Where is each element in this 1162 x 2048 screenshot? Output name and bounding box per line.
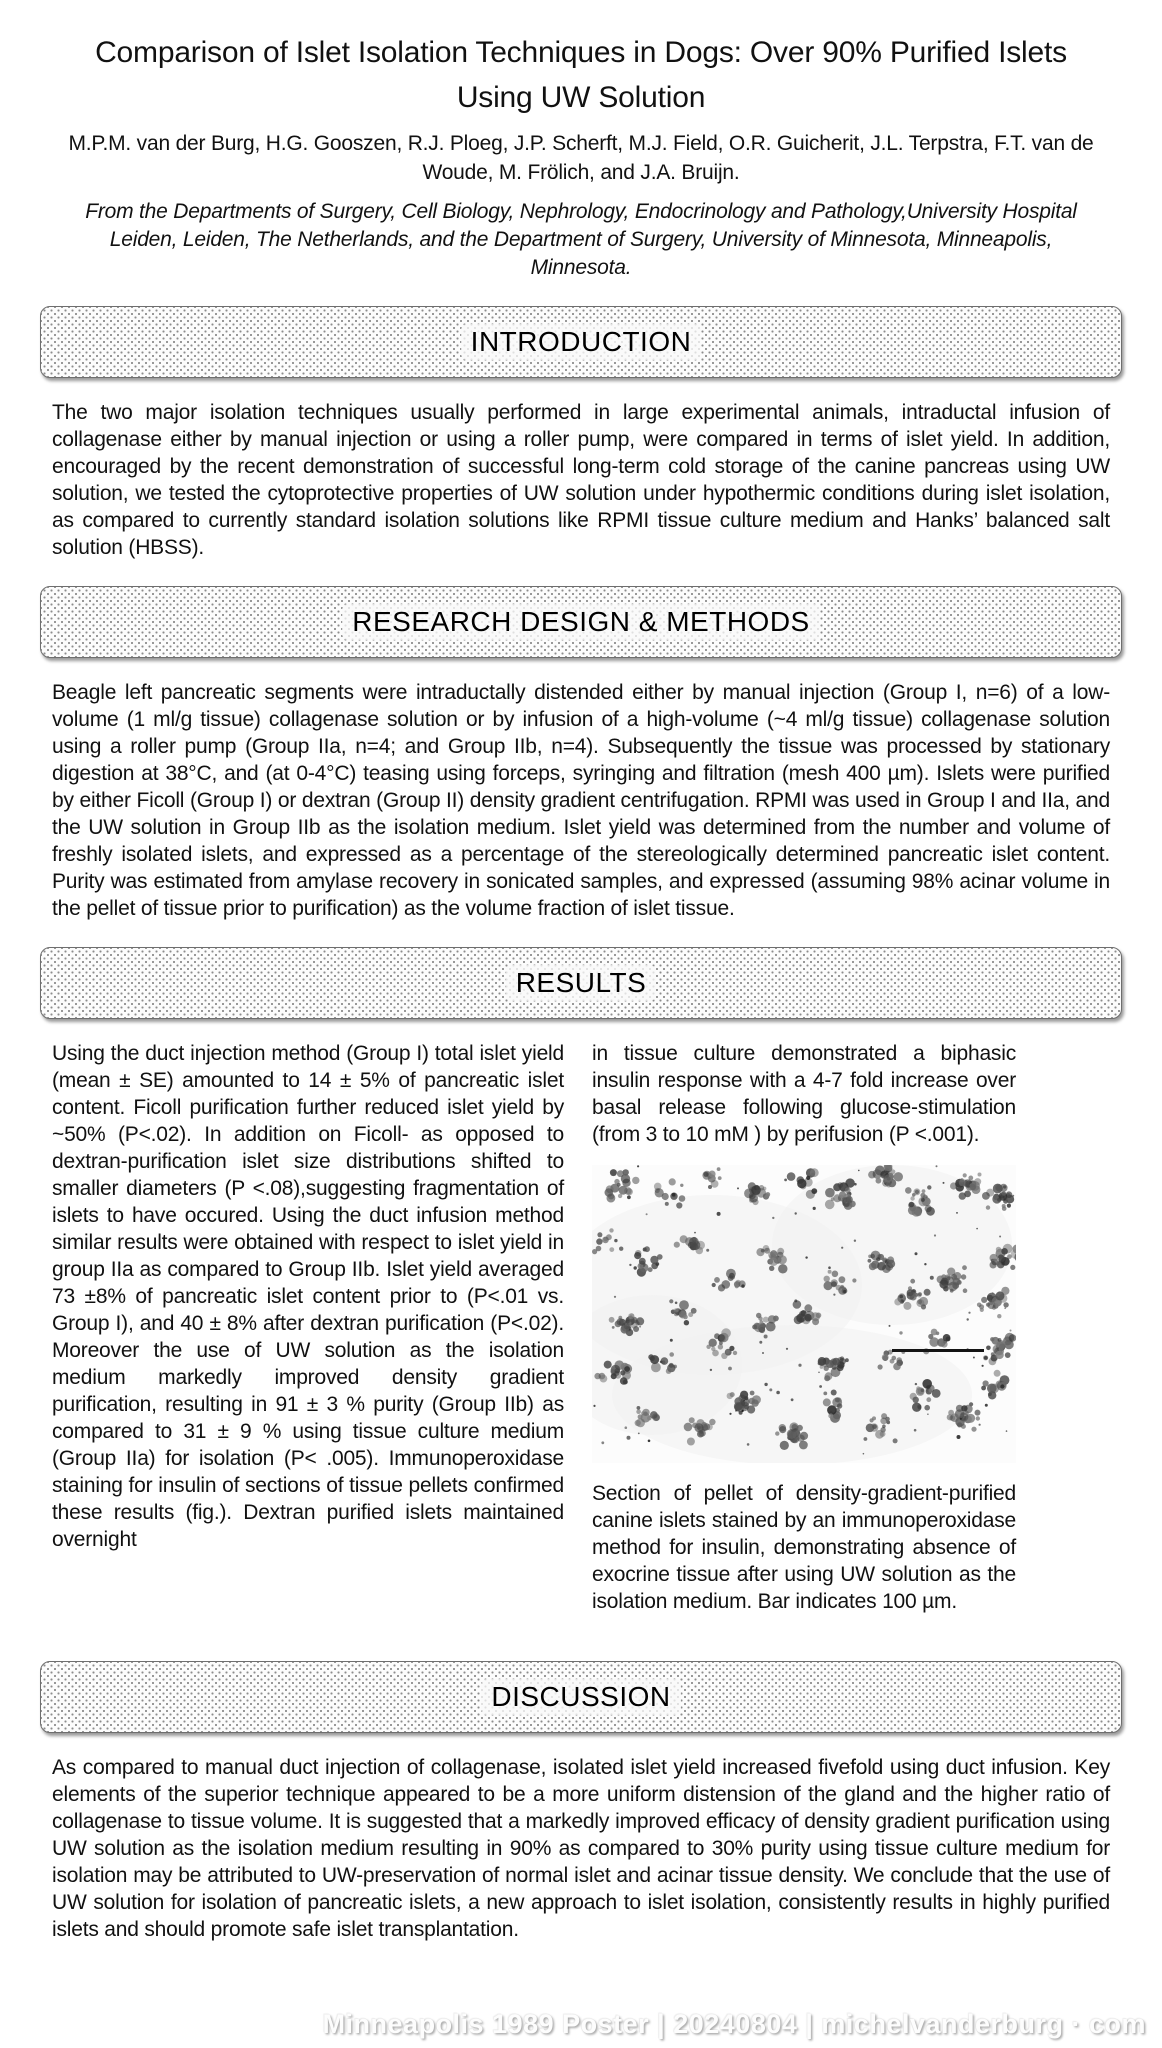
introduction-heading: INTRODUCTION: [461, 324, 702, 360]
results-right-column: [592, 1041, 1016, 1637]
authors-line: M.P.M. van der Burg, H.G. Gooszen, R.J. Ploeg, J.P. Scherft, M.J. Field, O.R. Guicherit, J.L. Terpstra, F.T. van de Woude, M. Frölich, and J.A. Bruijn.: [68, 132, 1094, 184]
discussion-section-box: [40, 1661, 1122, 1733]
results-section-box: [40, 947, 1122, 1019]
results-columns: [52, 1041, 1110, 1637]
methods-paragraph: Beagle left pancreatic segments were intraductally distended either by manual injection (Group I, n=6) of a low-volume (1 ml/g tissue) collagenase solution or by infusion of a high-volume (~4 ml/g tissue) collagenase solution using a roller pump (Group IIa, n=4; and Group IIb, n=4). Subsequently the tissue was processed by stationary digestion at 38°C, and (at 0-4°C) teasing using forceps, syringing and filtration (mesh 400 µm). Islets were purified by either Ficoll (Group I) or dextran (Group II) density gradient centrifugation. RPMI was used in Group I and IIa, and the UW solution in Group IIb as the isolation medium. Islet yield was determined from the number and volume of freshly isolated islets, and expressed as a percentage of the stereologically determined pancreatic islet content. Purity was estimated from amylase recovery in sonicated samples, and expressed (assuming 98% acinar volume in the pellet of tissue prior to purification) as the volume fraction of islet tissue.: [52, 681, 1110, 921]
figure-caption: Section of pellet of density-gradient-purified canine islets stained by an immunoperoxidase method for insulin, demonstrating absence of exocrine tissue after using UW solution as the isolation medium. Bar indicates 100 µm.: [592, 1482, 1016, 1613]
introduction-section-box: [40, 306, 1122, 378]
islet-micrograph: [592, 1165, 1016, 1463]
page-title: Comparison of Islet Isolation Techniques in Dogs: Over 90% Purified Islets Using UW Solution: [95, 36, 1067, 114]
discussion-heading: DISCUSSION: [481, 1679, 680, 1715]
footer-watermark: Minneapolis 1989 Poster | 20240804 | michelvanderburg · com: [322, 2009, 1146, 2039]
affiliation-line: From the Departments of Surgery, Cell Biology, Nephrology, Endocrinology and Pathology,University Hospital Leiden, Leiden, The Netherlands, and the Department of Surgery, University of Minnesota, Minneapolis, Minnesota.: [85, 199, 1077, 280]
methods-heading: RESEARCH DESIGN & METHODS: [342, 604, 819, 640]
results-left-column: [52, 1041, 564, 1637]
results-right-paragraph: in tissue culture demonstrated a biphasic insulin response with a 4-7 fold increase over basal release following glucose-stimulation (from 3 to 10 mM ) by perifusion (P <.001).: [592, 1042, 1016, 1147]
scale-bar: [892, 1349, 984, 1352]
discussion-paragraph: As compared to manual duct injection of collagenase, isolated islet yield increased fivefold using duct infusion. Key elements of the superior technique appeared to be a more uniform distension of the gland and the higher ratio of collagenase to tissue volume. It is suggested that a markedly improved efficacy of density gradient purification using UW solution as the isolation medium resulting in 90% as compared to 30% purity using tissue culture medium for isolation may be attributed to UW-preservation of normal islet and acinar tissue density. We conclude that the use of UW solution for isolation of pancreatic islets, a new approach to islet isolation, consistently results in highly purified islets and should promote safe islet transplantation.: [52, 1755, 1110, 1941]
results-left-paragraph: Using the duct injection method (Group I) total islet yield (mean ± SE) amounted to 14 ± 5% of pancreatic islet content. Ficoll purification further reduced islet yield by ~50% (P<.02). In addition on Ficoll- as opposed to dextran-purification islet size distributions shifted to smaller diameters (P <.08),suggesting fragmentation of islets to have occured. Using the duct infusion method similar results were obtained with respect to islet yield in group IIa as compared to Group IIb. Islet yield averaged 73 ±8% of pancreatic islet content prior to (P<.01 vs. Group I), and 40 ± 8% after dextran purification (P<.02). Moreover the use of UW solution as the isolation medium markedly improved density gradient purification, resulting in 91 ± 3 % purity (Group IIb) as compared to 31 ± 9 % using tissue culture medium (Group IIa) for isolation (P< .005). Immunoperoxidase staining for insulin of sections of tissue pellets confirmed these results (fig.). Dextran purified islets maintained overnight: [52, 1042, 564, 1551]
introduction-paragraph: The two major isolation techniques usually performed in large experimental animals, intraductal infusion of collagenase either by manual injection or using a roller pump, were compared in terms of islet yield. In addition, encouraged by the recent demonstration of successful long-term cold storage of the canine pancreas using UW solution, we tested the cytoprotective properties of UW solution under hypothermic conditions during islet isolation, as compared to currently standard isolation solutions like RPMI tissue culture medium and Hanks’ balanced salt solution (HBSS).: [52, 401, 1110, 560]
results-heading: RESULTS: [506, 965, 657, 1001]
islet-micrograph-figure: [592, 1165, 1016, 1463]
methods-section-box: [40, 586, 1122, 658]
